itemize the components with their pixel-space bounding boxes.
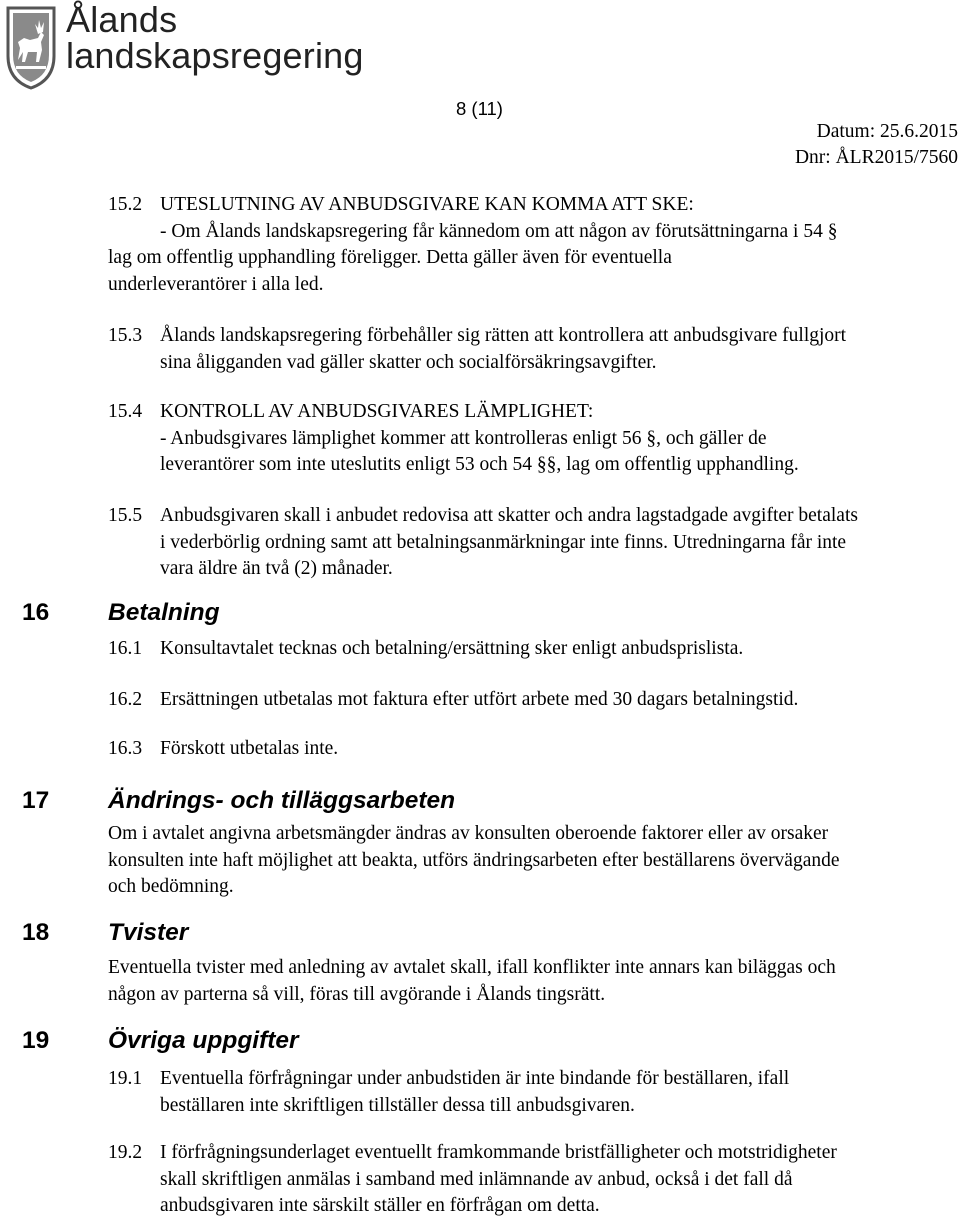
document-dnr: Dnr: ÅLR2015/7560 bbox=[794, 147, 958, 168]
logo-text-line2: landskapsregering bbox=[66, 35, 364, 76]
section-number-16-2: 16.2 bbox=[108, 689, 143, 710]
section-number-15-5: 15.5 bbox=[108, 505, 143, 526]
heading-19 bbox=[22, 1026, 299, 1056]
section-16-1-text: Konsultavtalet tecknas och betalning/ersättning sker enligt anbudsprislista. bbox=[160, 638, 744, 659]
text-line: anbudsgivaren inte särskilt ställer en förfrågan om detta. bbox=[160, 1195, 600, 1216]
text-line: skall skriftligen anmälas i samband med inlämnande av anbud, också i det fall då bbox=[160, 1168, 793, 1190]
text-line: - Om Ålands landskapsregering får kännedom om att någon av förutsättningarna i 54 § bbox=[160, 220, 838, 242]
document-date: Datum: 25.6.2015 bbox=[816, 121, 958, 142]
section-15-3-text bbox=[160, 323, 960, 376]
text-line: leverantörer som inte uteslutits enligt 53 och 54 §§, lag om offentlig upphandling. bbox=[160, 454, 799, 475]
text-line: Om i avtalet angivna arbetsmängder ändras av konsulten oberoende faktorer eller av orsaker bbox=[108, 823, 829, 844]
text-line: Anbudsgivaren skall i anbudet redovisa att skatter och andra lagstadgade avgifter betalats bbox=[160, 505, 858, 526]
text-line: sina åligganden vad gäller skatter och socialförsäkringsavgifter. bbox=[160, 351, 657, 373]
logo-text-line1: Ålands bbox=[66, 0, 178, 40]
heading-number: 16 bbox=[22, 599, 50, 626]
text-line: någon av parterna så vill, föras till avgörande i Ålands tingsrätt. bbox=[108, 983, 606, 1005]
section-19-1-text bbox=[160, 1066, 960, 1119]
heading-17 bbox=[22, 786, 455, 816]
heading-16 bbox=[22, 598, 220, 628]
text-line: lag om offentlig upphandling föreligger. Detta gäller även för eventuella bbox=[108, 247, 672, 268]
section-17-text bbox=[108, 821, 960, 901]
heading-title: Övriga uppgifter bbox=[108, 1027, 299, 1054]
text-line: - Anbudsgivares lämplighet kommer att kontrolleras enligt 56 §, och gäller de bbox=[160, 427, 767, 449]
section-16-3-text: Förskott utbetalas inte. bbox=[160, 738, 339, 759]
text-line: i vederbörlig ordning samt att betalningsanmärkningar inte finns. Utredningarna får inte bbox=[160, 531, 847, 553]
text-line: KONTROLL AV ANBUDSGIVARES LÄMPLIGHET: bbox=[160, 401, 594, 422]
coat-of-arms-icon bbox=[4, 4, 58, 90]
text-line: Eventuella tvister med anledning av avtalet skall, ifall konflikter inte annars kan biläggas och bbox=[108, 957, 836, 978]
heading-18 bbox=[22, 918, 188, 948]
section-number-15-2: 15.2 bbox=[108, 194, 143, 215]
heading-title: Ändrings- och tilläggsarbeten bbox=[108, 787, 456, 814]
section-number-19-2: 19.2 bbox=[108, 1142, 143, 1163]
section-15-5-text bbox=[160, 503, 960, 583]
section-16-2-text: Ersättningen utbetalas mot faktura efter utfört arbete med 30 dagars betalningstid. bbox=[160, 689, 799, 710]
text-line: beställaren inte skriftligen tillställer dessa till anbudsgivaren. bbox=[160, 1094, 635, 1116]
section-15-4-text bbox=[160, 399, 960, 479]
text-line: underleverantörer i alla led. bbox=[108, 273, 324, 295]
section-18-text bbox=[108, 955, 960, 1008]
heading-number: 17 bbox=[22, 787, 50, 814]
section-number-15-4: 15.4 bbox=[108, 401, 143, 422]
heading-number: 18 bbox=[22, 919, 50, 946]
section-number-19-1: 19.1 bbox=[108, 1068, 143, 1089]
text-line: UTESLUTNING AV ANBUDSGIVARE KAN KOMMA ATT SKE: bbox=[160, 194, 694, 215]
text-line: konsulten inte haft möjlighet att beakta, utförs ändringsarbeten efter beställarens övervägande bbox=[108, 849, 840, 871]
section-number-16-3: 16.3 bbox=[108, 738, 143, 759]
heading-title: Tvister bbox=[108, 919, 189, 946]
text-line: Eventuella förfrågningar under anbudstiden är inte bindande för beställaren, ifall bbox=[160, 1068, 790, 1089]
text-line: Ålands landskapsregering förbehåller sig rätten att kontrollera att anbudsgivare fullgjort bbox=[160, 325, 847, 346]
heading-title: Betalning bbox=[108, 599, 220, 626]
page-number: 8 (11) bbox=[456, 98, 503, 119]
section-number-15-3: 15.3 bbox=[108, 325, 143, 346]
section-number-16-1: 16.1 bbox=[108, 638, 143, 659]
section-19-2-text bbox=[160, 1140, 960, 1220]
text-line: och bedömning. bbox=[108, 876, 234, 897]
text-line: I förfrågningsunderlaget eventuellt framkommande bristfälligheter och motstridigheter bbox=[160, 1142, 837, 1163]
heading-number: 19 bbox=[22, 1027, 50, 1054]
text-line: vara äldre än två (2) månader. bbox=[160, 558, 393, 579]
